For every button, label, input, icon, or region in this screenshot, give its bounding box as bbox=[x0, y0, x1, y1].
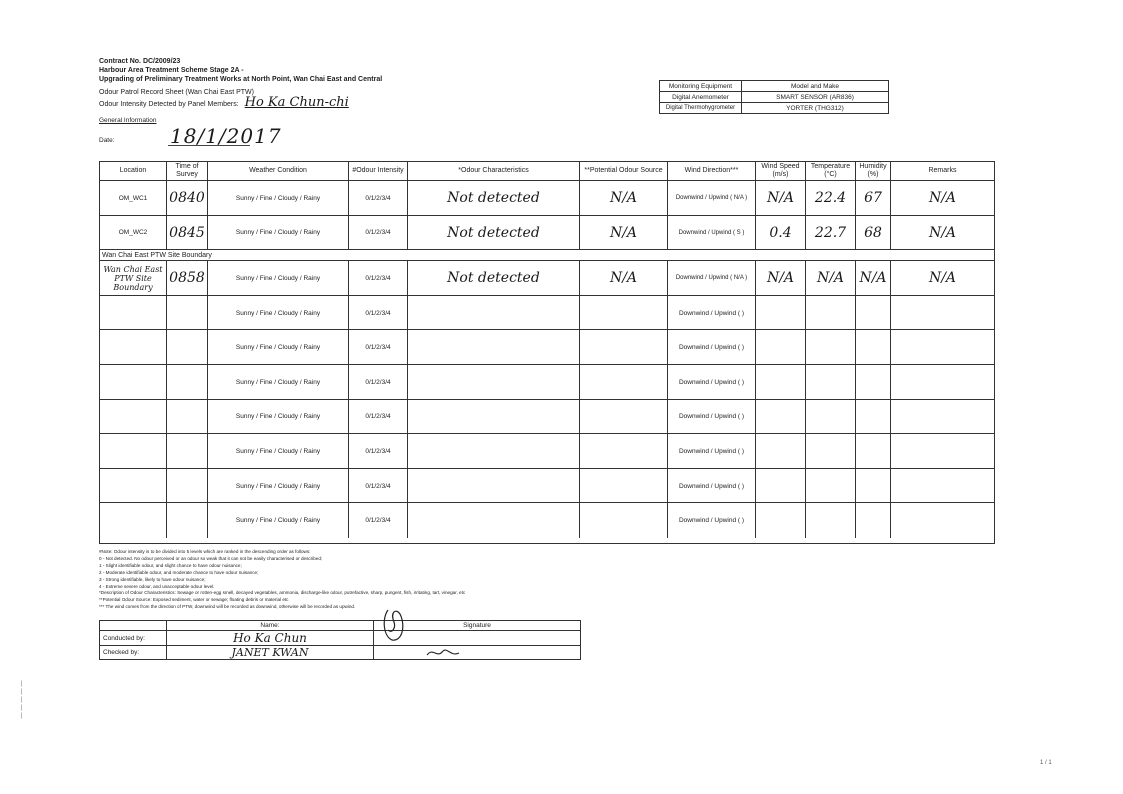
section-label: Wan Chai East PTW Site Boundary bbox=[102, 252, 212, 260]
characteristics-cell bbox=[408, 330, 580, 365]
date-underline bbox=[168, 145, 250, 146]
remarks-cell bbox=[891, 330, 994, 365]
humidity-cell: 68 bbox=[856, 216, 891, 251]
weather-cell: Sunny / Fine / Cloudy / Rainy bbox=[208, 296, 349, 331]
remarks-cell: N/A bbox=[928, 224, 957, 241]
speed-cell bbox=[756, 434, 806, 469]
direction-cell: Downwind / Upwind ( ) bbox=[668, 469, 756, 504]
date-value: 18/1/2017 bbox=[170, 124, 282, 148]
equipment-header: Monitoring Equipment bbox=[660, 81, 742, 92]
intensity-cell: 0/1/2/3/4 bbox=[349, 365, 408, 400]
time-cell: 0840 bbox=[167, 181, 208, 216]
direction-cell: Downwind / Upwind ( ) bbox=[668, 365, 756, 400]
source-cell bbox=[580, 400, 668, 435]
humidity-cell bbox=[856, 400, 891, 435]
time-cell bbox=[167, 296, 208, 331]
note-line: **Potential Odour Source: Exposed sediment, water or sewage; floating debris or material etc bbox=[99, 597, 289, 603]
scheme-title: Harbour Area Treatment Scheme Stage 2A - bbox=[99, 67, 244, 74]
remarks-cell bbox=[891, 469, 994, 504]
characteristics-cell bbox=[408, 400, 580, 435]
intensity-cell: 0/1/2/3/4 bbox=[349, 181, 408, 216]
direction-cell: Downwind / Upwind ( ) bbox=[668, 434, 756, 469]
characteristics-cell: Not detected bbox=[408, 181, 580, 216]
note-line: 0 - Not detected. No odour perceived or an odour so weak that it can not be easily characterised or described; bbox=[99, 555, 323, 561]
equipment-name: Digital Thermohygrometer bbox=[660, 103, 742, 114]
time-cell bbox=[167, 330, 208, 365]
table-row bbox=[100, 260, 994, 296]
table-row bbox=[100, 468, 994, 504]
source-cell: N/A bbox=[580, 261, 668, 296]
humidity-cell: 67 bbox=[856, 181, 891, 216]
humidity-cell bbox=[856, 469, 891, 504]
intensity-cell: 0/1/2/3/4 bbox=[349, 261, 408, 296]
temperature-cell: 22.7 bbox=[806, 216, 856, 251]
location-cell bbox=[100, 296, 167, 331]
model-header: Model and Make bbox=[742, 81, 889, 92]
temperature-cell bbox=[806, 503, 856, 538]
temperature-cell bbox=[806, 365, 856, 400]
speed-cell: N/A bbox=[756, 261, 806, 296]
speed-cell bbox=[756, 400, 806, 435]
weather-cell: Sunny / Fine / Cloudy / Rainy bbox=[208, 365, 349, 400]
equipment-name: Digital Anemometer bbox=[660, 92, 742, 103]
time-cell bbox=[167, 434, 208, 469]
temperature-cell bbox=[806, 330, 856, 365]
time-cell bbox=[167, 503, 208, 538]
weather-cell: Sunny / Fine / Cloudy / Rainy bbox=[208, 503, 349, 538]
speed-cell: 0.4 bbox=[756, 216, 806, 251]
source-cell bbox=[580, 365, 668, 400]
note-line: #Note: Odour intensity is to be divided into 5 levels which are ranked in the descending order as follows: bbox=[99, 549, 311, 554]
checked-signature-scribble bbox=[425, 645, 461, 661]
intensity-header: #Odour Intensity bbox=[349, 162, 408, 180]
record-sheet-title: Odour Patrol Record Sheet (Wan Chai East PTW) bbox=[99, 89, 254, 96]
source-cell: N/A bbox=[580, 181, 668, 216]
table-row bbox=[100, 399, 994, 435]
odour-record-table bbox=[99, 161, 995, 544]
signoff-table bbox=[99, 620, 581, 660]
temperature-cell: 22.4 bbox=[806, 181, 856, 216]
equipment-row bbox=[660, 103, 889, 114]
contract-number: Contract No. DC/2009/23 bbox=[99, 58, 181, 65]
remarks-cell bbox=[891, 434, 994, 469]
source-cell bbox=[580, 503, 668, 538]
weather-cell: Sunny / Fine / Cloudy / Rainy bbox=[208, 261, 349, 296]
humidity-header: Humidity (%) bbox=[856, 162, 891, 180]
location-cell bbox=[100, 330, 167, 365]
speed-cell bbox=[756, 296, 806, 331]
remarks-cell: N/A bbox=[928, 190, 957, 207]
intensity-cell: 0/1/2/3/4 bbox=[349, 296, 408, 331]
remarks-header: Remarks bbox=[928, 167, 957, 174]
panel-members-label bbox=[99, 95, 349, 110]
name-header: Name: bbox=[167, 621, 374, 631]
characteristics-cell: Not detected bbox=[408, 216, 580, 251]
remarks-cell bbox=[891, 503, 994, 538]
conducted-name: Ho Ka Chun bbox=[167, 631, 374, 646]
conducted-row bbox=[100, 631, 581, 646]
source-cell bbox=[580, 434, 668, 469]
signoff-header-row bbox=[100, 621, 581, 631]
table-row bbox=[100, 364, 994, 400]
time-cell bbox=[167, 400, 208, 435]
equipment-model: SMART SENSOR (AR836) bbox=[742, 92, 889, 103]
note-line: 4 - Extreme severe odour, and unacceptable odour level. bbox=[99, 583, 215, 589]
location-cell: Wan Chai East PTW Site Boundary bbox=[100, 261, 167, 296]
speed-header: Wind Speed (m/s) bbox=[756, 162, 806, 180]
time-header: Time of Survey bbox=[167, 162, 208, 180]
weather-cell: Sunny / Fine / Cloudy / Rainy bbox=[208, 330, 349, 365]
direction-cell: Downwind / Upwind ( N/A ) bbox=[668, 261, 756, 296]
intensity-cell: 0/1/2/3/4 bbox=[349, 434, 408, 469]
temperature-cell: N/A bbox=[806, 261, 856, 296]
remarks-cell: N/A bbox=[928, 270, 957, 287]
humidity-cell bbox=[856, 365, 891, 400]
conducted-signature-scribble bbox=[380, 606, 410, 644]
characteristics-cell bbox=[408, 503, 580, 538]
equipment-model: YORTER (THG312) bbox=[742, 103, 889, 114]
table-row bbox=[100, 502, 994, 538]
time-cell bbox=[167, 469, 208, 504]
conducted-label: Conducted by: bbox=[100, 631, 167, 646]
location-cell: OM_WC2 bbox=[100, 216, 167, 251]
weather-cell: Sunny / Fine / Cloudy / Rainy bbox=[208, 469, 349, 504]
checked-row bbox=[100, 646, 581, 660]
source-cell: N/A bbox=[580, 216, 668, 251]
time-cell: 0845 bbox=[167, 216, 208, 251]
humidity-cell: N/A bbox=[856, 261, 891, 296]
note-line: 2 - Moderate identifiable odour, and moderate chance to have odour nuisance; bbox=[99, 569, 259, 575]
source-header: **Potential Odour Source bbox=[580, 162, 668, 180]
checked-label: Checked by: bbox=[100, 646, 167, 660]
weather-cell: Sunny / Fine / Cloudy / Rainy bbox=[208, 216, 349, 251]
intensity-cell: 0/1/2/3/4 bbox=[349, 330, 408, 365]
signoff-blank bbox=[100, 621, 167, 631]
speed-cell bbox=[756, 365, 806, 400]
checked-signature bbox=[374, 646, 581, 660]
direction-cell: Downwind / Upwind ( ) bbox=[668, 296, 756, 331]
weather-cell: Sunny / Fine / Cloudy / Rainy bbox=[208, 181, 349, 216]
table-row bbox=[100, 329, 994, 365]
speed-cell bbox=[756, 330, 806, 365]
characteristics-cell: Not detected bbox=[408, 261, 580, 296]
checked-name: JANET KWAN bbox=[167, 646, 374, 660]
characteristics-cell bbox=[408, 434, 580, 469]
margin-marks: | | | | | bbox=[21, 681, 23, 719]
note-line: 1 - Slight identifiable odour, and slight chance to have odour nuisance; bbox=[99, 562, 242, 568]
intensity-cell: 0/1/2/3/4 bbox=[349, 216, 408, 251]
humidity-cell bbox=[856, 434, 891, 469]
table-row bbox=[100, 433, 994, 469]
direction-cell: Downwind / Upwind ( ) bbox=[668, 400, 756, 435]
location-cell: OM_WC1 bbox=[100, 181, 167, 216]
table-row bbox=[100, 215, 994, 251]
time-cell bbox=[167, 365, 208, 400]
characteristics-cell bbox=[408, 365, 580, 400]
intensity-cell: 0/1/2/3/4 bbox=[349, 469, 408, 504]
location-cell bbox=[100, 365, 167, 400]
source-cell bbox=[580, 296, 668, 331]
table-header-row bbox=[100, 162, 994, 180]
table-row bbox=[100, 180, 994, 216]
direction-cell: Downwind / Upwind ( ) bbox=[668, 330, 756, 365]
remarks-cell bbox=[891, 296, 994, 331]
characteristics-cell bbox=[408, 296, 580, 331]
humidity-cell bbox=[856, 296, 891, 331]
location-header: Location bbox=[100, 162, 167, 180]
remarks-cell bbox=[891, 365, 994, 400]
note-line: *** The wind comes from the direction of PTW, downwind will be recorded as downwind, otherwise will be recorded as upwind. bbox=[99, 604, 356, 610]
signature-header: Signature bbox=[374, 621, 581, 631]
temperature-cell bbox=[806, 434, 856, 469]
remarks-cell bbox=[891, 400, 994, 435]
direction-cell: Downwind / Upwind ( S ) bbox=[668, 216, 756, 251]
weather-header: Weather Condition bbox=[208, 162, 349, 180]
speed-cell bbox=[756, 503, 806, 538]
direction-cell: Downwind / Upwind ( ) bbox=[668, 503, 756, 538]
humidity-cell bbox=[856, 330, 891, 365]
equipment-header-row bbox=[660, 81, 889, 92]
temperature-cell bbox=[806, 400, 856, 435]
location-cell bbox=[100, 469, 167, 504]
humidity-cell bbox=[856, 503, 891, 538]
temperature-header: Temperature (°C) bbox=[806, 162, 856, 180]
direction-cell: Downwind / Upwind ( N/A ) bbox=[668, 181, 756, 216]
characteristics-cell bbox=[408, 469, 580, 504]
note-line: 3 - Strong identifiable, likely to have odour nuisance; bbox=[99, 576, 206, 582]
panel-members-label-text: Odour Intensity Detected by Panel Members: bbox=[99, 101, 239, 108]
temperature-cell bbox=[806, 469, 856, 504]
equipment-table bbox=[659, 80, 889, 114]
temperature-cell bbox=[806, 296, 856, 331]
intensity-cell: 0/1/2/3/4 bbox=[349, 400, 408, 435]
location-cell bbox=[100, 400, 167, 435]
source-cell bbox=[580, 330, 668, 365]
source-cell bbox=[580, 469, 668, 504]
general-information-heading: General Information bbox=[99, 117, 157, 124]
weather-cell: Sunny / Fine / Cloudy / Rainy bbox=[208, 400, 349, 435]
works-title: Upgrading of Preliminary Treatment Works at North Point, Wan Chai East and Central bbox=[99, 76, 383, 83]
speed-cell bbox=[756, 469, 806, 504]
note-line: *Description of Odour Characteristics: Sewage or rotten-egg smell, decayed vegetables, ammonia, discharge-like odour, putrefactive, sharp, pungent, fish, irritating, tart, vinegar, etc bbox=[99, 590, 466, 596]
location-cell bbox=[100, 434, 167, 469]
notes-block bbox=[99, 549, 465, 611]
table-row bbox=[100, 295, 994, 331]
date-label: Date: bbox=[99, 137, 115, 144]
speed-cell: N/A bbox=[756, 181, 806, 216]
panel-members-value: Ho Ka Chun-chi bbox=[244, 95, 349, 110]
page-number: 1 / 1 bbox=[1040, 760, 1052, 766]
weather-cell: Sunny / Fine / Cloudy / Rainy bbox=[208, 434, 349, 469]
equipment-row bbox=[660, 92, 889, 103]
time-cell: 0858 bbox=[167, 261, 208, 296]
intensity-cell: 0/1/2/3/4 bbox=[349, 503, 408, 538]
direction-header: Wind Direction*** bbox=[668, 162, 756, 180]
characteristics-header: *Odour Characteristics bbox=[408, 162, 580, 180]
location-cell bbox=[100, 503, 167, 538]
